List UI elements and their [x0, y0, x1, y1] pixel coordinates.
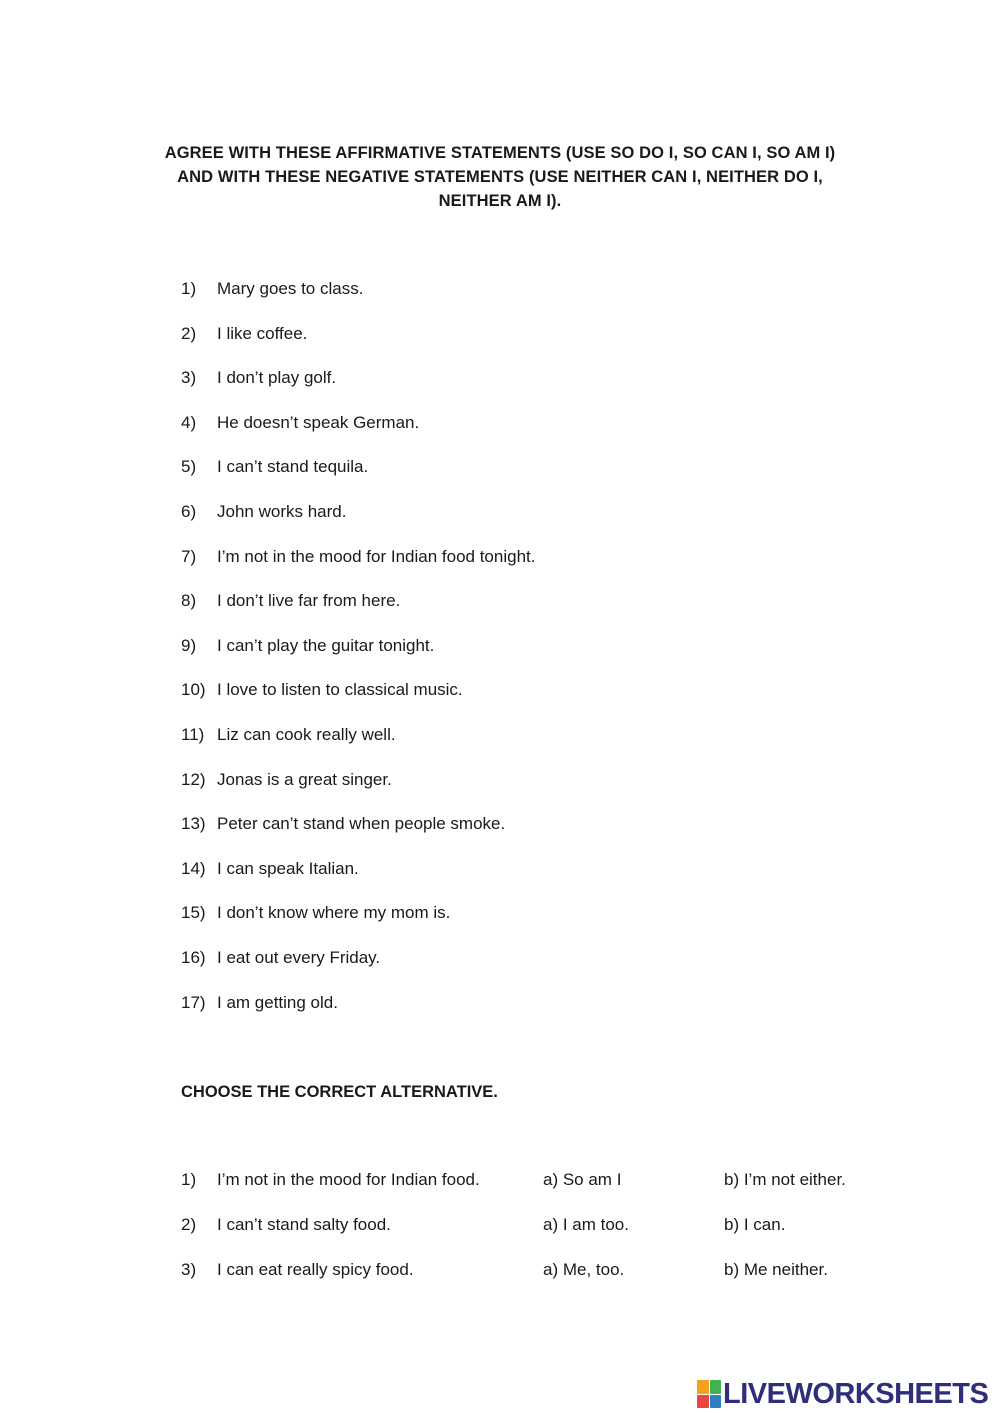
- statement-number: 1): [181, 279, 197, 298]
- statement-number: 11): [181, 725, 205, 744]
- statement-number: 3): [181, 368, 197, 388]
- statement-text: Peter can’t stand when people smoke.: [217, 814, 506, 834]
- statement-text: I’m not in the mood for Indian food tonight.: [217, 546, 536, 566]
- statement-number: 5): [181, 457, 197, 477]
- question-item: [181, 1258, 901, 1282]
- instructions-line-3: NEITHER AM I).: [438, 192, 562, 210]
- option-b: b) I’m not either.: [724, 1170, 846, 1189]
- statement-text: He doesn’t speak German.: [217, 412, 420, 432]
- statement-text: I can’t stand tequila.: [217, 457, 369, 477]
- statement-text: Jonas is a great singer.: [217, 769, 392, 789]
- question-item: [181, 1168, 901, 1192]
- option-a: a) Me, too.: [543, 1259, 625, 1279]
- instructions-line-1: AGREE WITH THESE AFFIRMATIVE STATEMENTS (USE SO DO I, SO CAN I, SO AM I): [164, 144, 836, 162]
- statement-number: 7): [181, 546, 197, 566]
- logo-mark-tile: [710, 1395, 722, 1409]
- question-text: I can’t stand salty food.: [217, 1214, 391, 1234]
- statement-text: I don’t know where my mom is.: [217, 903, 451, 923]
- section-2-title: CHOOSE THE CORRECT ALTERNATIVE.: [181, 1083, 498, 1101]
- statement-text: Mary goes to class.: [217, 279, 364, 298]
- statement-text: I eat out every Friday.: [217, 948, 381, 967]
- statement-number: 15): [181, 903, 206, 923]
- statement-text: I don’t play golf.: [217, 368, 337, 388]
- instructions-line-2: AND WITH THESE NEGATIVE STATEMENTS (USE NEITHER CAN I, NEITHER DO I,: [177, 168, 823, 186]
- liveworksheets-logo-text: LIVEWORKSHEETS: [723, 1378, 989, 1410]
- statement-number: 10): [181, 680, 206, 700]
- statement-text: Liz can cook really well.: [217, 725, 396, 744]
- statement-number: 14): [181, 858, 206, 878]
- liveworksheets-logo: [697, 1378, 988, 1410]
- option-b: b) Me neither.: [724, 1259, 828, 1279]
- option-a: a) I am too.: [543, 1214, 629, 1234]
- question-text: I can eat really spicy food.: [217, 1259, 414, 1279]
- question-number: 2): [181, 1214, 197, 1234]
- statement-text: John works hard.: [217, 502, 347, 521]
- logo-mark-tile: [697, 1380, 709, 1394]
- statement-text: I like coffee.: [217, 323, 308, 343]
- statement-number: 9): [181, 635, 197, 655]
- statement-number: 2): [181, 323, 197, 343]
- statement-text: I can speak Italian.: [217, 858, 359, 878]
- statement-number: 12): [181, 769, 206, 789]
- statement-number: 17): [181, 992, 206, 1012]
- instructions-heading: [100, 141, 900, 213]
- statement-text: I am getting old.: [217, 992, 338, 1012]
- logo-mark-tile: [697, 1395, 709, 1409]
- statement-text: I can’t play the guitar tonight.: [217, 635, 435, 655]
- question-text: I’m not in the mood for Indian food.: [217, 1170, 480, 1189]
- liveworksheets-logo-icon: [697, 1380, 721, 1408]
- question-item: [181, 1213, 901, 1237]
- statement-number: 6): [181, 502, 197, 521]
- statement-number: 8): [181, 591, 197, 611]
- question-number: 1): [181, 1170, 197, 1189]
- statement-number: 4): [181, 412, 197, 432]
- logo-mark-tile: [710, 1380, 722, 1394]
- option-a: a) So am I: [543, 1170, 622, 1189]
- statement-text: I love to listen to classical music.: [217, 680, 463, 700]
- statement-number: 16): [181, 948, 206, 967]
- option-b: b) I can.: [724, 1214, 786, 1234]
- statement-number: 13): [181, 814, 206, 834]
- question-number: 3): [181, 1259, 197, 1279]
- statement-text: I don’t live far from here.: [217, 591, 401, 611]
